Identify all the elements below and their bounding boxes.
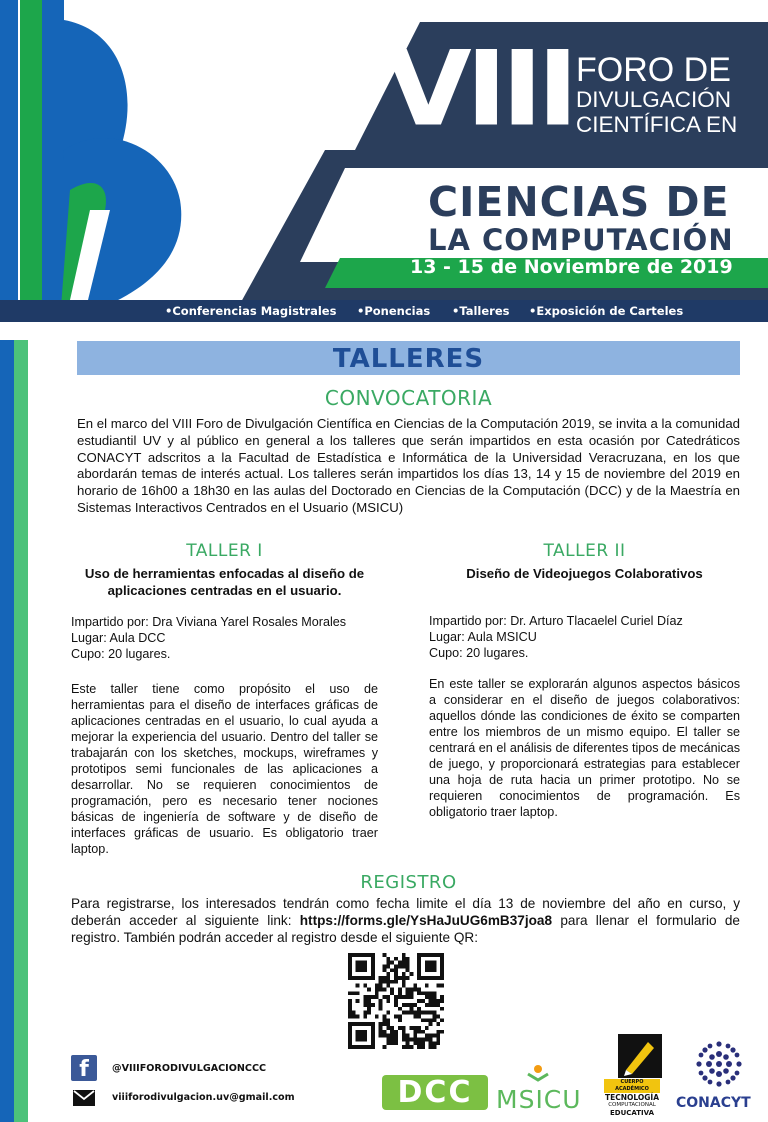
pen-icon	[618, 1034, 662, 1078]
activity-item: •Ponencias	[357, 304, 431, 318]
taller1-title: Uso de herramientas enfocadas al diseño de aplicaciones centradas en el usuario.	[84, 566, 365, 598]
taller1-description: Este taller tiene como propósito el uso de herramientas para el diseño de interfaces gráficas de aplicaciones centradas en el usuario, lo cual ayuda a mejorar la experiencia del usuario. Dentro del taller se trabajarán con los sketches, mockups, wireframes y prototipos semi funcionales de las aplicaciones a desarrollar. No se requieren conocimientos de programación, pero es necesario tener nociones básicas de ingeniería de software y de diseño de interfaces gráficas de usuario. Es obligatorio traer laptop.	[71, 682, 378, 856]
taller2-heading: TALLER II	[543, 541, 626, 561]
ca-line2: COMPUTACIONAL	[608, 1102, 656, 1108]
activities-bar	[0, 300, 768, 322]
registration-qr-code[interactable]	[348, 953, 444, 1049]
registro-text-before: Para registrarse, los interesados tendrán como fecha limite el día 13 de noviembre del año en curso, y deberán acceder al siguiente link:	[71, 896, 740, 928]
forum-title-line1: FORO DE	[576, 51, 731, 89]
event-dates: 13 - 15 de Noviembre de 2019	[410, 256, 733, 278]
facebook-handle[interactable]: @VIIIFORODIVULGACIONCCC	[112, 1063, 267, 1074]
email-icon	[73, 1090, 95, 1106]
taller1-instructor: Impartido por: Dra Viviana Yarel Rosales Morales	[71, 615, 347, 629]
side-stripe-green	[14, 340, 28, 1122]
cuerpo-academico-logo	[604, 1079, 660, 1117]
taller2-description: En este taller se explorarán algunos aspectos básicos a considerar en el diseño de juegos colaborativos: aquellos dónde las condiciones de éxito se comparten entre los miembros de un mismo equipo. El taller se centrará en el análisis de diferentes tipos de mecánicas de juego, y proporcionará estrategias para establecer una hoja de ruta hacia un primer prototipo. No se requieren conocimientos de programación. Es obligatorio traer laptop.	[429, 677, 740, 819]
activity-item: •Talleres	[452, 304, 510, 318]
main-title-line2: LA COMPUTACIÓN	[428, 223, 734, 257]
taller2-title: Diseño de Videojuegos Colaborativos	[466, 566, 703, 581]
header-banner	[0, 0, 768, 322]
msicu-logo-icon	[524, 1064, 552, 1084]
talleres-banner	[77, 341, 740, 375]
conacyt-logo-text: CONACYT	[676, 1095, 751, 1111]
forum-title-line3: CIENTÍFICA EN	[576, 112, 738, 137]
ca-line1: TECNOLOGÍA	[604, 1093, 660, 1102]
msicu-logo-text: MSICU	[496, 1085, 582, 1114]
registro-heading: REGISTRO	[360, 872, 457, 893]
taller1-capacity: Cupo: 20 lugares.	[71, 647, 171, 661]
edition-number: VIII	[385, 29, 573, 150]
taller2-place: Lugar: Aula MSICU	[429, 630, 537, 644]
activity-item: •Conferencias Magistrales	[165, 304, 337, 318]
conacyt-logo-icon	[693, 1038, 745, 1090]
taller2-capacity: Cupo: 20 lugares.	[429, 646, 529, 660]
registro-text-after: para llenar el formulario de registro. También podrán acceder al registro desde el siguiente QR:	[71, 913, 740, 945]
email-address[interactable]: viiiforodivulgacion.uv@gmail.com	[112, 1092, 295, 1103]
main-title-line1: CIENCIAS DE	[428, 178, 730, 226]
ca-line3: EDUCATIVA	[609, 1109, 655, 1117]
taller1-heading: TALLER I	[186, 541, 263, 561]
activity-item: •Exposición de Carteles	[529, 304, 684, 318]
registro-link[interactable]: https://forms.gle/YsHaJuUG6mB37joa8	[299, 913, 553, 928]
convocatoria-text: En el marco del VIII Foro de Divulgación Científica en Ciencias de la Computación 2019, se invita a la comunidad estudiantil UV y al público en general a los talleres que serán impartidos en esta ocasión por Catedráticos CONACYT adscritos a la Facultad de Estadística e Informática de la Universidad Veracruzana, en los que abordarán temas de interés actual. Los talleres serán impartidos los días 13, 14 y 15 de noviembre del 2019 en horario de 16h00 a 18h30 en las aulas del Doctorado en Ciencias de la Computación (DCC) y de la Maestría en Sistemas Interactivos Centrados en el Usuario (MSICU)	[77, 416, 740, 515]
taller2-instructor: Impartido por: Dr. Arturo Tlacaelel Curiel Díaz	[429, 614, 683, 628]
forum-title-line2: DIVULGACIÓN	[576, 87, 732, 112]
facebook-icon-glyph: f	[79, 1057, 89, 1082]
ca-label: CUERPO ACADÉMICO	[604, 1079, 660, 1093]
side-stripe-blue	[0, 340, 14, 1122]
taller1-place: Lugar: Aula DCC	[71, 631, 166, 645]
talleres-title: TALLERES	[332, 344, 485, 374]
convocatoria-heading: CONVOCATORIA	[324, 386, 493, 410]
dcc-logo-text: DCC	[397, 1075, 473, 1110]
registro-text	[71, 895, 740, 946]
